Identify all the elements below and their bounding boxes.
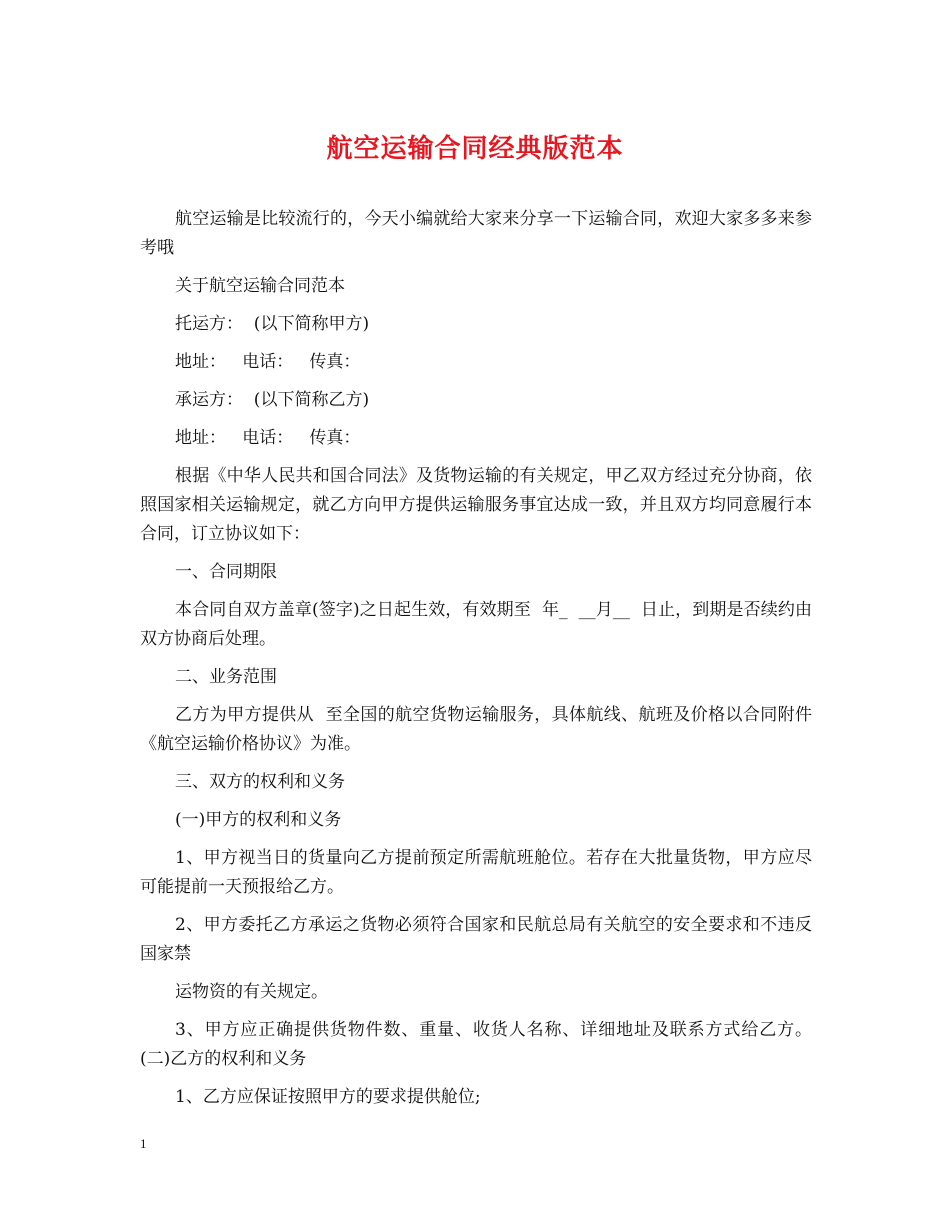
paragraph: 2、甲方委托乙方承运之货物必须符合国家和民航总局有关航空的安全要求和不违反国家禁 [140, 915, 812, 964]
paragraph: 根据《中华人民共和国合同法》及货物运输的有关规定，甲乙双方经过充分协商，依照国家相关运输规定，就乙方向甲方提供运输服务事宜达成一致，并且双方均同意履行本合同，订立协议如下： [140, 466, 812, 544]
paragraph: 三、双方的权利和义务 [175, 772, 345, 792]
paragraph: 二、业务范围 [175, 667, 277, 687]
paragraph: 关于航空运输合同范本 [175, 276, 345, 296]
paragraph: 3、甲方应正确提供货物件数、重量、收货人名称、详细地址及联系方式给乙方。 (二)乙方的权利和义务 [140, 1020, 818, 1069]
paragraph: 地址： 电话： 传真： [175, 352, 361, 372]
paragraph: 1、乙方应保证按照甲方的要求提供舱位; [175, 1087, 481, 1107]
paragraph: (一)甲方的权利和义务 [175, 810, 342, 830]
paragraph: 乙方为甲方提供从 至全国的航空货物运输服务，具体航线、航班及价格以合同附件《航空运输价格协议》为准。 [140, 705, 812, 754]
paragraph: 一、合同期限 [175, 562, 277, 582]
paragraph: 本合同自双方盖章(签字)之日起生效，有效期至 年_ __月__ 日止，到期是否续约由双方协商后处理。 [140, 600, 812, 649]
document-body [140, 205, 818, 1121]
paragraph: 地址： 电话： 传真： [175, 428, 361, 448]
paragraph: 运物资的有关规定。 [175, 982, 328, 1002]
paragraph: 托运方： (以下简称甲方) [175, 314, 370, 334]
paragraph: 承运方： (以下简称乙方) [175, 390, 370, 410]
paragraph: 航空运输是比较流行的，今天小编就给大家来分享一下运输合同，欢迎大家多多来参考哦 [140, 209, 812, 258]
paragraph: 1、甲方视当日的货量向乙方提前预定所需航班舱位。若存在大批量货物，甲方应尽可能提前一天预报给乙方。 [140, 848, 812, 897]
document-title: 航空运输合同经典版范本 [326, 134, 624, 164]
page-number: 1 [140, 1136, 147, 1151]
